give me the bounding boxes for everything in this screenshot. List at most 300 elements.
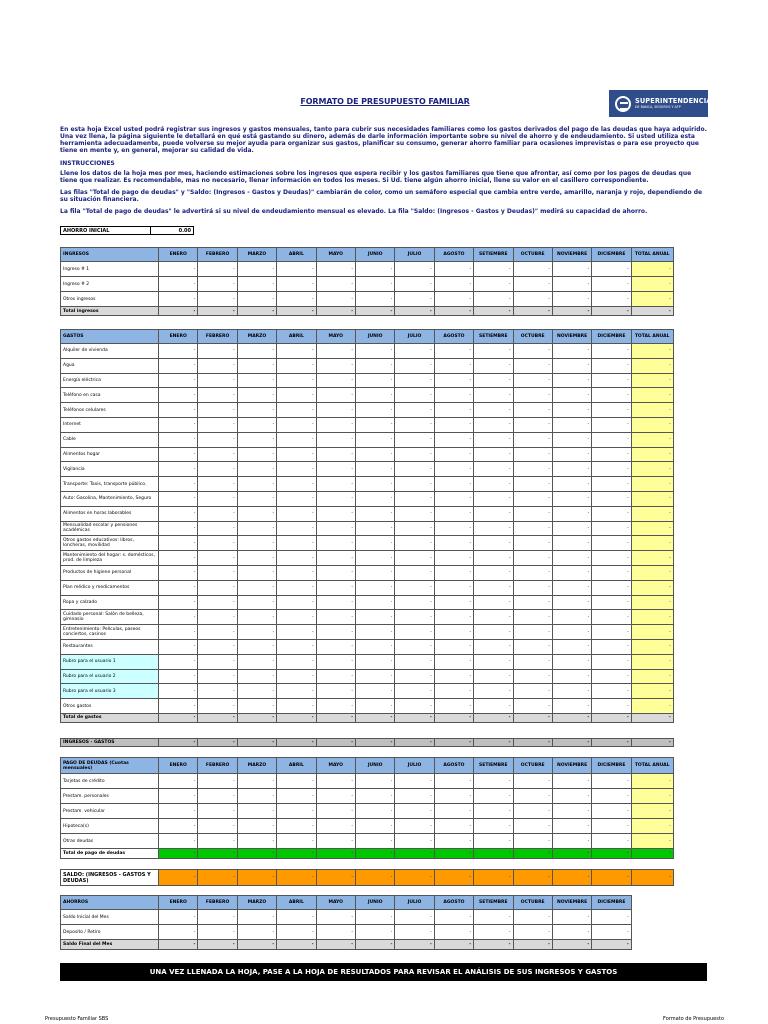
month-value-cell[interactable]: - bbox=[198, 262, 237, 277]
month-value-cell[interactable]: - bbox=[395, 565, 434, 580]
month-value-cell[interactable]: - bbox=[159, 292, 198, 307]
month-value-cell[interactable]: - bbox=[592, 417, 631, 432]
month-value-cell[interactable]: - bbox=[198, 292, 237, 307]
month-value-cell[interactable]: - bbox=[552, 834, 591, 849]
month-value-cell[interactable]: - bbox=[592, 819, 631, 834]
month-value-cell[interactable]: - bbox=[513, 595, 552, 610]
month-value-cell[interactable]: - bbox=[198, 477, 237, 492]
month-value-cell[interactable]: - bbox=[434, 403, 473, 418]
month-value-cell[interactable]: - bbox=[316, 536, 355, 551]
month-value-cell[interactable]: - bbox=[592, 910, 631, 925]
month-value-cell[interactable]: - bbox=[474, 925, 513, 940]
month-value-cell[interactable]: - bbox=[355, 910, 394, 925]
month-value-cell[interactable]: - bbox=[395, 684, 434, 699]
month-value-cell[interactable]: - bbox=[316, 292, 355, 307]
month-value-cell[interactable]: - bbox=[237, 477, 276, 492]
month-value-cell[interactable]: - bbox=[592, 639, 631, 654]
month-value-cell[interactable]: - bbox=[355, 610, 394, 625]
month-value-cell[interactable]: - bbox=[474, 699, 513, 714]
month-value-cell[interactable]: - bbox=[355, 654, 394, 669]
month-value-cell[interactable]: - bbox=[552, 789, 591, 804]
month-value-cell[interactable]: - bbox=[434, 462, 473, 477]
month-value-cell[interactable]: - bbox=[198, 344, 237, 359]
month-value-cell[interactable]: - bbox=[434, 388, 473, 403]
month-value-cell[interactable]: - bbox=[395, 925, 434, 940]
month-value-cell[interactable]: - bbox=[159, 774, 198, 789]
month-value-cell[interactable]: - bbox=[513, 804, 552, 819]
month-value-cell[interactable]: - bbox=[277, 654, 316, 669]
month-value-cell[interactable]: - bbox=[395, 536, 434, 551]
month-value-cell[interactable]: - bbox=[355, 625, 394, 640]
month-value-cell[interactable]: - bbox=[237, 373, 276, 388]
month-value-cell[interactable]: - bbox=[237, 625, 276, 640]
month-value-cell[interactable]: - bbox=[513, 373, 552, 388]
month-value-cell[interactable]: - bbox=[395, 834, 434, 849]
month-value-cell[interactable]: - bbox=[316, 403, 355, 418]
month-value-cell[interactable]: - bbox=[552, 462, 591, 477]
month-value-cell[interactable]: - bbox=[159, 834, 198, 849]
month-value-cell[interactable]: - bbox=[434, 654, 473, 669]
month-value-cell[interactable]: - bbox=[513, 462, 552, 477]
month-value-cell[interactable]: - bbox=[513, 521, 552, 536]
month-value-cell[interactable]: - bbox=[316, 925, 355, 940]
month-value-cell[interactable]: - bbox=[434, 491, 473, 506]
month-value-cell[interactable]: - bbox=[395, 344, 434, 359]
month-value-cell[interactable]: - bbox=[277, 521, 316, 536]
month-value-cell[interactable]: - bbox=[198, 639, 237, 654]
month-value-cell[interactable]: - bbox=[592, 447, 631, 462]
month-value-cell[interactable]: - bbox=[474, 344, 513, 359]
month-value-cell[interactable]: - bbox=[513, 491, 552, 506]
month-value-cell[interactable]: - bbox=[277, 432, 316, 447]
month-value-cell[interactable]: - bbox=[474, 580, 513, 595]
month-value-cell[interactable]: - bbox=[316, 477, 355, 492]
month-value-cell[interactable]: - bbox=[474, 595, 513, 610]
month-value-cell[interactable]: - bbox=[395, 639, 434, 654]
month-value-cell[interactable]: - bbox=[434, 277, 473, 292]
ahorro-inicial-input[interactable]: 0.00 bbox=[151, 227, 194, 235]
month-value-cell[interactable]: - bbox=[592, 804, 631, 819]
month-value-cell[interactable]: - bbox=[237, 910, 276, 925]
month-value-cell[interactable]: - bbox=[395, 789, 434, 804]
month-value-cell[interactable]: - bbox=[552, 292, 591, 307]
month-value-cell[interactable]: - bbox=[552, 373, 591, 388]
month-value-cell[interactable]: - bbox=[159, 669, 198, 684]
month-value-cell[interactable]: - bbox=[159, 262, 198, 277]
month-value-cell[interactable]: - bbox=[552, 804, 591, 819]
month-value-cell[interactable]: - bbox=[552, 625, 591, 640]
month-value-cell[interactable]: - bbox=[474, 639, 513, 654]
month-value-cell[interactable]: - bbox=[316, 910, 355, 925]
month-value-cell[interactable]: - bbox=[237, 536, 276, 551]
month-value-cell[interactable]: - bbox=[592, 432, 631, 447]
month-value-cell[interactable]: - bbox=[513, 684, 552, 699]
month-value-cell[interactable]: - bbox=[198, 358, 237, 373]
month-value-cell[interactable]: - bbox=[474, 491, 513, 506]
month-value-cell[interactable]: - bbox=[395, 506, 434, 521]
month-value-cell[interactable]: - bbox=[198, 610, 237, 625]
month-value-cell[interactable]: - bbox=[237, 580, 276, 595]
month-value-cell[interactable]: - bbox=[316, 358, 355, 373]
month-value-cell[interactable]: - bbox=[395, 462, 434, 477]
month-value-cell[interactable]: - bbox=[316, 774, 355, 789]
month-value-cell[interactable]: - bbox=[434, 699, 473, 714]
month-value-cell[interactable]: - bbox=[159, 789, 198, 804]
month-value-cell[interactable]: - bbox=[513, 639, 552, 654]
month-value-cell[interactable]: - bbox=[198, 462, 237, 477]
month-value-cell[interactable]: - bbox=[592, 925, 631, 940]
month-value-cell[interactable]: - bbox=[277, 277, 316, 292]
month-value-cell[interactable]: - bbox=[316, 373, 355, 388]
month-value-cell[interactable]: - bbox=[592, 344, 631, 359]
month-value-cell[interactable]: - bbox=[237, 344, 276, 359]
month-value-cell[interactable]: - bbox=[592, 610, 631, 625]
month-value-cell[interactable]: - bbox=[277, 819, 316, 834]
month-value-cell[interactable]: - bbox=[277, 804, 316, 819]
month-value-cell[interactable]: - bbox=[277, 595, 316, 610]
month-value-cell[interactable]: - bbox=[434, 669, 473, 684]
month-value-cell[interactable]: - bbox=[434, 521, 473, 536]
month-value-cell[interactable]: - bbox=[237, 388, 276, 403]
month-value-cell[interactable]: - bbox=[592, 774, 631, 789]
month-value-cell[interactable]: - bbox=[552, 447, 591, 462]
month-value-cell[interactable]: - bbox=[434, 447, 473, 462]
month-value-cell[interactable]: - bbox=[474, 684, 513, 699]
month-value-cell[interactable]: - bbox=[434, 551, 473, 566]
month-value-cell[interactable]: - bbox=[237, 417, 276, 432]
month-value-cell[interactable]: - bbox=[592, 462, 631, 477]
month-value-cell[interactable]: - bbox=[395, 804, 434, 819]
month-value-cell[interactable]: - bbox=[434, 834, 473, 849]
month-value-cell[interactable]: - bbox=[237, 551, 276, 566]
month-value-cell[interactable]: - bbox=[237, 292, 276, 307]
month-value-cell[interactable]: - bbox=[513, 610, 552, 625]
month-value-cell[interactable]: - bbox=[395, 625, 434, 640]
month-value-cell[interactable]: - bbox=[513, 625, 552, 640]
month-value-cell[interactable]: - bbox=[513, 292, 552, 307]
month-value-cell[interactable]: - bbox=[277, 477, 316, 492]
month-value-cell[interactable]: - bbox=[159, 462, 198, 477]
month-value-cell[interactable]: - bbox=[355, 669, 394, 684]
month-value-cell[interactable]: - bbox=[159, 358, 198, 373]
month-value-cell[interactable]: - bbox=[237, 521, 276, 536]
month-value-cell[interactable]: - bbox=[198, 699, 237, 714]
month-value-cell[interactable]: - bbox=[198, 595, 237, 610]
month-value-cell[interactable]: - bbox=[552, 774, 591, 789]
month-value-cell[interactable]: - bbox=[395, 262, 434, 277]
month-value-cell[interactable]: - bbox=[513, 699, 552, 714]
month-value-cell[interactable]: - bbox=[592, 292, 631, 307]
month-value-cell[interactable]: - bbox=[198, 925, 237, 940]
month-value-cell[interactable]: - bbox=[355, 789, 394, 804]
month-value-cell[interactable]: - bbox=[395, 551, 434, 566]
month-value-cell[interactable]: - bbox=[355, 819, 394, 834]
month-value-cell[interactable]: - bbox=[592, 536, 631, 551]
month-value-cell[interactable]: - bbox=[513, 774, 552, 789]
month-value-cell[interactable]: - bbox=[474, 789, 513, 804]
month-value-cell[interactable]: - bbox=[277, 551, 316, 566]
month-value-cell[interactable]: - bbox=[237, 925, 276, 940]
month-value-cell[interactable]: - bbox=[592, 277, 631, 292]
month-value-cell[interactable]: - bbox=[513, 669, 552, 684]
month-value-cell[interactable]: - bbox=[552, 819, 591, 834]
month-value-cell[interactable]: - bbox=[552, 262, 591, 277]
month-value-cell[interactable]: - bbox=[513, 910, 552, 925]
month-value-cell[interactable]: - bbox=[474, 625, 513, 640]
month-value-cell[interactable]: - bbox=[316, 462, 355, 477]
month-value-cell[interactable]: - bbox=[474, 910, 513, 925]
month-value-cell[interactable]: - bbox=[395, 277, 434, 292]
month-value-cell[interactable]: - bbox=[474, 358, 513, 373]
month-value-cell[interactable]: - bbox=[592, 262, 631, 277]
month-value-cell[interactable]: - bbox=[159, 639, 198, 654]
month-value-cell[interactable]: - bbox=[198, 804, 237, 819]
month-value-cell[interactable]: - bbox=[237, 654, 276, 669]
month-value-cell[interactable]: - bbox=[198, 551, 237, 566]
month-value-cell[interactable]: - bbox=[395, 699, 434, 714]
month-value-cell[interactable]: - bbox=[198, 774, 237, 789]
month-value-cell[interactable]: - bbox=[474, 610, 513, 625]
month-value-cell[interactable]: - bbox=[355, 834, 394, 849]
month-value-cell[interactable]: - bbox=[513, 358, 552, 373]
month-value-cell[interactable]: - bbox=[552, 432, 591, 447]
month-value-cell[interactable]: - bbox=[355, 565, 394, 580]
month-value-cell[interactable]: - bbox=[434, 595, 473, 610]
month-value-cell[interactable]: - bbox=[159, 536, 198, 551]
month-value-cell[interactable]: - bbox=[355, 506, 394, 521]
month-value-cell[interactable]: - bbox=[355, 551, 394, 566]
month-value-cell[interactable]: - bbox=[395, 447, 434, 462]
month-value-cell[interactable]: - bbox=[434, 789, 473, 804]
month-value-cell[interactable]: - bbox=[316, 344, 355, 359]
month-value-cell[interactable]: - bbox=[355, 491, 394, 506]
month-value-cell[interactable]: - bbox=[434, 925, 473, 940]
month-value-cell[interactable]: - bbox=[237, 639, 276, 654]
month-value-cell[interactable]: - bbox=[237, 565, 276, 580]
month-value-cell[interactable]: - bbox=[434, 373, 473, 388]
month-value-cell[interactable]: - bbox=[159, 403, 198, 418]
month-value-cell[interactable]: - bbox=[513, 417, 552, 432]
month-value-cell[interactable]: - bbox=[474, 536, 513, 551]
month-value-cell[interactable]: - bbox=[552, 551, 591, 566]
month-value-cell[interactable]: - bbox=[434, 639, 473, 654]
month-value-cell[interactable]: - bbox=[552, 477, 591, 492]
month-value-cell[interactable]: - bbox=[355, 595, 394, 610]
month-value-cell[interactable]: - bbox=[159, 447, 198, 462]
month-value-cell[interactable]: - bbox=[277, 625, 316, 640]
month-value-cell[interactable]: - bbox=[592, 388, 631, 403]
month-value-cell[interactable]: - bbox=[316, 565, 355, 580]
month-value-cell[interactable]: - bbox=[237, 774, 276, 789]
month-value-cell[interactable]: - bbox=[316, 610, 355, 625]
month-value-cell[interactable]: - bbox=[592, 565, 631, 580]
month-value-cell[interactable]: - bbox=[277, 388, 316, 403]
month-value-cell[interactable]: - bbox=[513, 925, 552, 940]
month-value-cell[interactable]: - bbox=[159, 699, 198, 714]
month-value-cell[interactable]: - bbox=[592, 358, 631, 373]
month-value-cell[interactable]: - bbox=[159, 551, 198, 566]
month-value-cell[interactable]: - bbox=[434, 580, 473, 595]
month-value-cell[interactable]: - bbox=[592, 551, 631, 566]
month-value-cell[interactable]: - bbox=[474, 447, 513, 462]
month-value-cell[interactable]: - bbox=[513, 565, 552, 580]
month-value-cell[interactable]: - bbox=[159, 477, 198, 492]
month-value-cell[interactable]: - bbox=[513, 388, 552, 403]
month-value-cell[interactable]: - bbox=[355, 373, 394, 388]
month-value-cell[interactable]: - bbox=[474, 388, 513, 403]
month-value-cell[interactable]: - bbox=[513, 580, 552, 595]
month-value-cell[interactable]: - bbox=[198, 277, 237, 292]
month-value-cell[interactable]: - bbox=[592, 684, 631, 699]
month-value-cell[interactable]: - bbox=[237, 684, 276, 699]
month-value-cell[interactable]: - bbox=[277, 699, 316, 714]
month-value-cell[interactable]: - bbox=[277, 373, 316, 388]
month-value-cell[interactable]: - bbox=[316, 580, 355, 595]
month-value-cell[interactable]: - bbox=[513, 262, 552, 277]
month-value-cell[interactable]: - bbox=[316, 804, 355, 819]
month-value-cell[interactable]: - bbox=[474, 292, 513, 307]
month-value-cell[interactable]: - bbox=[474, 565, 513, 580]
month-value-cell[interactable]: - bbox=[159, 580, 198, 595]
month-value-cell[interactable]: - bbox=[277, 536, 316, 551]
month-value-cell[interactable]: - bbox=[159, 277, 198, 292]
month-value-cell[interactable]: - bbox=[316, 447, 355, 462]
month-value-cell[interactable]: - bbox=[316, 699, 355, 714]
month-value-cell[interactable]: - bbox=[277, 462, 316, 477]
month-value-cell[interactable]: - bbox=[355, 262, 394, 277]
month-value-cell[interactable]: - bbox=[159, 373, 198, 388]
month-value-cell[interactable]: - bbox=[159, 506, 198, 521]
month-value-cell[interactable]: - bbox=[159, 684, 198, 699]
month-value-cell[interactable]: - bbox=[198, 373, 237, 388]
month-value-cell[interactable]: - bbox=[355, 925, 394, 940]
month-value-cell[interactable]: - bbox=[552, 684, 591, 699]
month-value-cell[interactable]: - bbox=[355, 344, 394, 359]
month-value-cell[interactable]: - bbox=[552, 491, 591, 506]
month-value-cell[interactable]: - bbox=[316, 506, 355, 521]
month-value-cell[interactable]: - bbox=[592, 789, 631, 804]
month-value-cell[interactable]: - bbox=[355, 432, 394, 447]
month-value-cell[interactable]: - bbox=[237, 462, 276, 477]
month-value-cell[interactable]: - bbox=[513, 536, 552, 551]
month-value-cell[interactable]: - bbox=[316, 417, 355, 432]
month-value-cell[interactable]: - bbox=[159, 595, 198, 610]
month-value-cell[interactable]: - bbox=[277, 910, 316, 925]
month-value-cell[interactable]: - bbox=[237, 358, 276, 373]
month-value-cell[interactable]: - bbox=[474, 521, 513, 536]
month-value-cell[interactable]: - bbox=[395, 610, 434, 625]
month-value-cell[interactable]: - bbox=[552, 506, 591, 521]
month-value-cell[interactable]: - bbox=[592, 699, 631, 714]
month-value-cell[interactable]: - bbox=[395, 774, 434, 789]
month-value-cell[interactable]: - bbox=[237, 789, 276, 804]
month-value-cell[interactable]: - bbox=[237, 699, 276, 714]
month-value-cell[interactable]: - bbox=[198, 521, 237, 536]
month-value-cell[interactable]: - bbox=[434, 565, 473, 580]
month-value-cell[interactable]: - bbox=[513, 432, 552, 447]
month-value-cell[interactable]: - bbox=[198, 580, 237, 595]
month-value-cell[interactable]: - bbox=[434, 536, 473, 551]
month-value-cell[interactable]: - bbox=[277, 506, 316, 521]
month-value-cell[interactable]: - bbox=[277, 580, 316, 595]
month-value-cell[interactable]: - bbox=[159, 804, 198, 819]
month-value-cell[interactable]: - bbox=[552, 358, 591, 373]
month-value-cell[interactable]: - bbox=[316, 789, 355, 804]
month-value-cell[interactable]: - bbox=[355, 774, 394, 789]
month-value-cell[interactable]: - bbox=[592, 669, 631, 684]
month-value-cell[interactable]: - bbox=[434, 804, 473, 819]
month-value-cell[interactable]: - bbox=[277, 684, 316, 699]
month-value-cell[interactable]: - bbox=[198, 654, 237, 669]
month-value-cell[interactable]: - bbox=[198, 669, 237, 684]
month-value-cell[interactable]: - bbox=[552, 403, 591, 418]
month-value-cell[interactable]: - bbox=[592, 834, 631, 849]
month-value-cell[interactable]: - bbox=[277, 344, 316, 359]
month-value-cell[interactable]: - bbox=[316, 639, 355, 654]
month-value-cell[interactable]: - bbox=[592, 491, 631, 506]
month-value-cell[interactable]: - bbox=[237, 819, 276, 834]
month-value-cell[interactable]: - bbox=[434, 417, 473, 432]
month-value-cell[interactable]: - bbox=[552, 536, 591, 551]
month-value-cell[interactable]: - bbox=[159, 521, 198, 536]
month-value-cell[interactable]: - bbox=[237, 804, 276, 819]
month-value-cell[interactable]: - bbox=[198, 432, 237, 447]
month-value-cell[interactable]: - bbox=[159, 625, 198, 640]
month-value-cell[interactable]: - bbox=[159, 654, 198, 669]
month-value-cell[interactable]: - bbox=[592, 506, 631, 521]
month-value-cell[interactable]: - bbox=[552, 521, 591, 536]
month-value-cell[interactable]: - bbox=[395, 654, 434, 669]
month-value-cell[interactable]: - bbox=[355, 292, 394, 307]
month-value-cell[interactable]: - bbox=[316, 388, 355, 403]
month-value-cell[interactable]: - bbox=[316, 654, 355, 669]
month-value-cell[interactable]: - bbox=[159, 388, 198, 403]
month-value-cell[interactable]: - bbox=[355, 358, 394, 373]
month-value-cell[interactable]: - bbox=[316, 521, 355, 536]
month-value-cell[interactable]: - bbox=[159, 819, 198, 834]
month-value-cell[interactable]: - bbox=[277, 639, 316, 654]
month-value-cell[interactable]: - bbox=[316, 595, 355, 610]
month-value-cell[interactable]: - bbox=[198, 506, 237, 521]
month-value-cell[interactable]: - bbox=[355, 447, 394, 462]
month-value-cell[interactable]: - bbox=[395, 417, 434, 432]
month-value-cell[interactable]: - bbox=[198, 447, 237, 462]
month-value-cell[interactable]: - bbox=[552, 910, 591, 925]
month-value-cell[interactable]: - bbox=[592, 403, 631, 418]
month-value-cell[interactable]: - bbox=[592, 625, 631, 640]
month-value-cell[interactable]: - bbox=[434, 344, 473, 359]
month-value-cell[interactable]: - bbox=[474, 373, 513, 388]
month-value-cell[interactable]: - bbox=[355, 277, 394, 292]
month-value-cell[interactable]: - bbox=[159, 925, 198, 940]
month-value-cell[interactable]: - bbox=[355, 388, 394, 403]
month-value-cell[interactable]: - bbox=[237, 403, 276, 418]
month-value-cell[interactable]: - bbox=[552, 417, 591, 432]
month-value-cell[interactable]: - bbox=[513, 344, 552, 359]
month-value-cell[interactable]: - bbox=[198, 536, 237, 551]
month-value-cell[interactable]: - bbox=[159, 565, 198, 580]
month-value-cell[interactable]: - bbox=[159, 432, 198, 447]
month-value-cell[interactable]: - bbox=[552, 654, 591, 669]
month-value-cell[interactable]: - bbox=[552, 277, 591, 292]
month-value-cell[interactable]: - bbox=[277, 774, 316, 789]
month-value-cell[interactable]: - bbox=[237, 669, 276, 684]
month-value-cell[interactable]: - bbox=[592, 477, 631, 492]
month-value-cell[interactable]: - bbox=[316, 819, 355, 834]
month-value-cell[interactable]: - bbox=[277, 447, 316, 462]
month-value-cell[interactable]: - bbox=[198, 403, 237, 418]
month-value-cell[interactable]: - bbox=[395, 491, 434, 506]
